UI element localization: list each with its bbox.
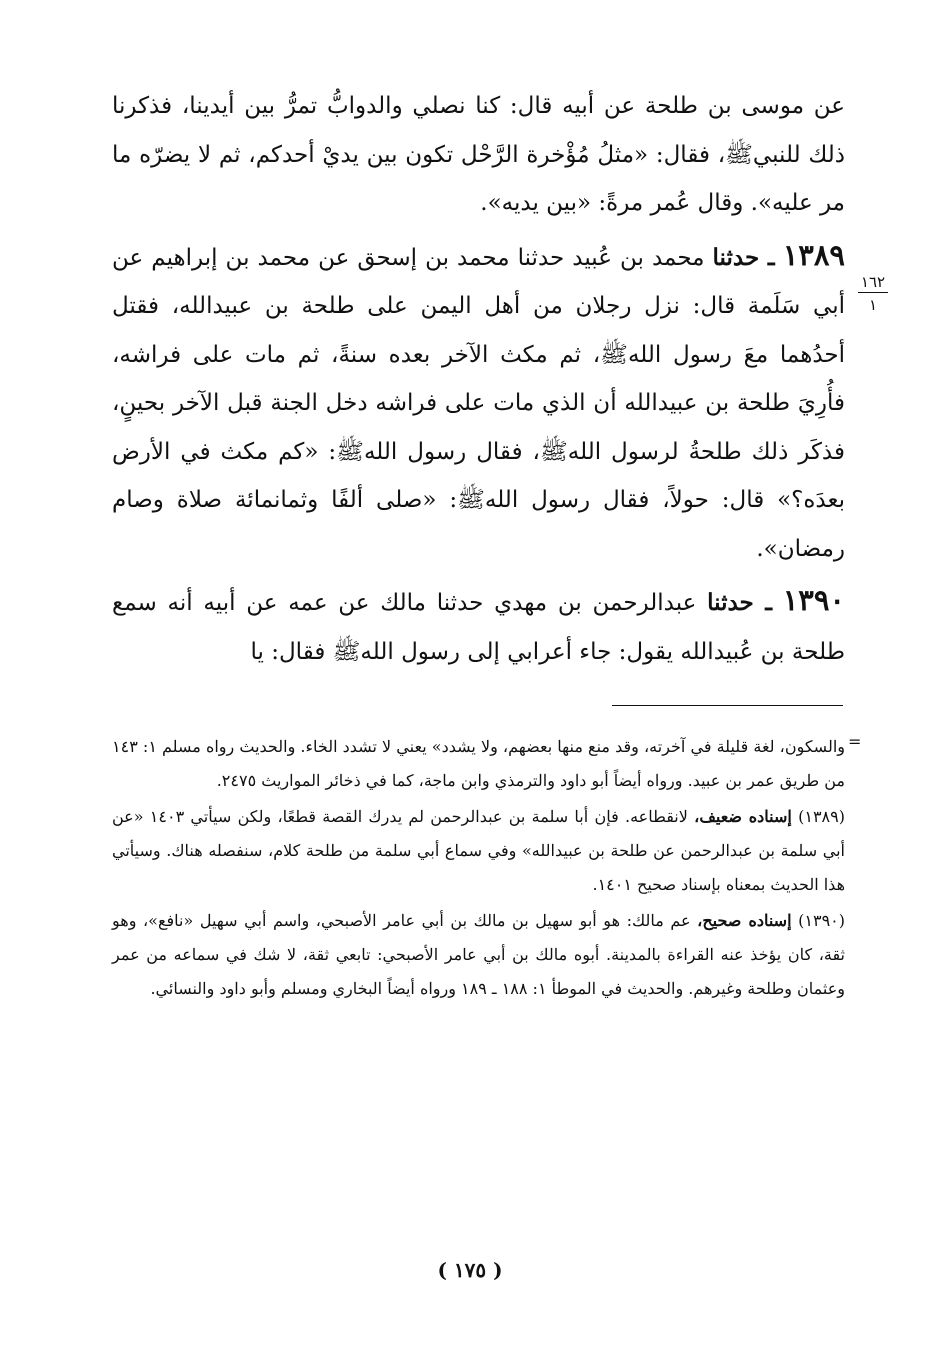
main-text bbox=[112, 82, 845, 676]
hadith-number: ١٣٨٩ bbox=[782, 237, 846, 272]
footnote-ref: (١٣٨٩) bbox=[798, 807, 845, 826]
hadith-1390: ١٣٩٠ ـ حدثنا عبدالرحمن بن مهدي حدثنا مالك عن عمه عن أبيه أنه سمع طلحة بن عُبيدالله يقول: جاء أعرابي إلى رسول اللهﷺ فقال: يا bbox=[112, 583, 846, 665]
footnote-text: عم مالك: هو أبو سهيل بن مالك بن أبي عامر الأصبحي، واسم أبي سهيل «نافع»، وهو ثقة، كان يؤخذ عنه القراءة بالمدينة. أبوه مالك بن أبي عامر الأصبحي: تابعي ثقة، لا شك في سماعه من عمر وعثمان وطلحة وغيرهم. والحديث في الموطأ ١: ١٨٨ ـ ١٨٩ ورواه أيضاً البخاري ومسلم وأبو داود والنسائي. bbox=[112, 911, 845, 998]
footnote-grade: إسناده صحيح، bbox=[697, 911, 792, 930]
footnote-continuation: والسكون، لغة قليلة في آخرته، وقد منع منها بعضهم، ولا يشدد» يعني لا تشدد الخاء. والحديث رواه مسلم ١: ١٤٣ من طريق عمر بن عبيد. ورواه أيضاً أبو داود والترمذي وابن ماجة، كما في ذخائر المواريث ٢٤٧٥. bbox=[112, 737, 846, 790]
hadith-label: حدثنا bbox=[707, 589, 754, 616]
hadith-label: حدثنا bbox=[712, 243, 760, 271]
footnote-grade: إسناده ضعيف، bbox=[694, 807, 792, 826]
hadith-number: ١٣٩٠ bbox=[782, 583, 846, 617]
continuation-mark: = bbox=[848, 732, 862, 751]
margin-volume: ١ bbox=[868, 296, 878, 314]
hadith-text: عبدالرحمن بن مهدي حدثنا مالك عن عمه عن أبيه أنه سمع طلحة بن عُبيدالله يقول: جاء أعرابي إلى رسول اللهﷺ فقال: يا bbox=[112, 590, 845, 665]
hadith-text: محمد بن عُبيد حدثنا محمد بن إسحق عن محمد بن إبراهيم عن أبي سَلَمة قال: نزل رجلان من أهل اليمن على طلحة بن عبيدالله، فقتل أحدُهما معَ رسول اللهﷺ، ثم مكث الآخر بعده سنةً، ثم مات على فراشه، فأُرِيَ طلحة بن عبيدالله أن الذي مات على فراشه دخل الجنة قبل الآخر بحينٍ، فذكَر ذلك طلحةُ لرسول اللهﷺ، فقال رسول اللهﷺ: «كم مكث في الأرض بعدَه؟» قال: حولاً، فقال رسول اللهﷺ: «صلى ألفًا وثمانمائة صلاة وصام رمضان». bbox=[112, 244, 845, 562]
footnote-text: لانقطاعه. فإن أبا سلمة بن عبدالرحمن لم يدرك القصة قطعًا، ولكن سيأتي ١٤٠٣ «عن أبي سلمة بن عبدالرحمن عن طلحة بن عبيدالله» وفي سماع أبي سلمة من طلحة كلام، سنفصله هناك. وسيأتي هذا الحديث بمعناه بإسناد صحيح ١٤٠١. bbox=[112, 807, 845, 894]
footnote-ref: (١٣٩٠) bbox=[798, 911, 845, 930]
margin-reference bbox=[858, 274, 888, 313]
margin-volume-page: ١٦٢ bbox=[858, 274, 888, 293]
footnotes bbox=[112, 730, 845, 1008]
footnote-1389 bbox=[112, 800, 845, 902]
hadith-1389: ١٣٨٩ ـ حدثنا محمد بن عُبيد حدثنا محمد بن إسحق عن محمد بن إبراهيم عن أبي سَلَمة قال: نزل رجلان من أهل اليمن على طلحة بن عبيدالله، فقتل أحدُهما معَ رسول اللهﷺ، ثم مكث الآخر بعده سنةً، ثم مات على فراشه، فأُرِيَ طلحة بن عبيدالله أن الذي مات على فراشه دخل الجنة قبل الآخر بحينٍ، فذكَر ذلك طلحةُ لرسول اللهﷺ، فقال رسول اللهﷺ: «كم مكث في الأرض بعدَه؟» قال: حولاً، فقال رسول اللهﷺ: «صلى ألفًا وثمانمائة صلاة وصام رمضان». bbox=[112, 237, 846, 562]
page-number: ( ١٧٥ ) bbox=[437, 1258, 503, 1282]
footnote-1390 bbox=[112, 904, 845, 1006]
paragraph-continuation: عن موسى بن طلحة عن أبيه قال: كنا نصلي والدوابُّ تمرُّ بين أيدينا، فذكرنا ذلك للنبيﷺ، فقال: «مثلُ مُؤْخرة الرَّحْل تكون بين يديْ أحدكم، ثم لا يضرّه ما مر عليه». وقال عُمر مرةً: «بين يديه». bbox=[112, 93, 845, 216]
footnote-divider bbox=[612, 705, 843, 706]
